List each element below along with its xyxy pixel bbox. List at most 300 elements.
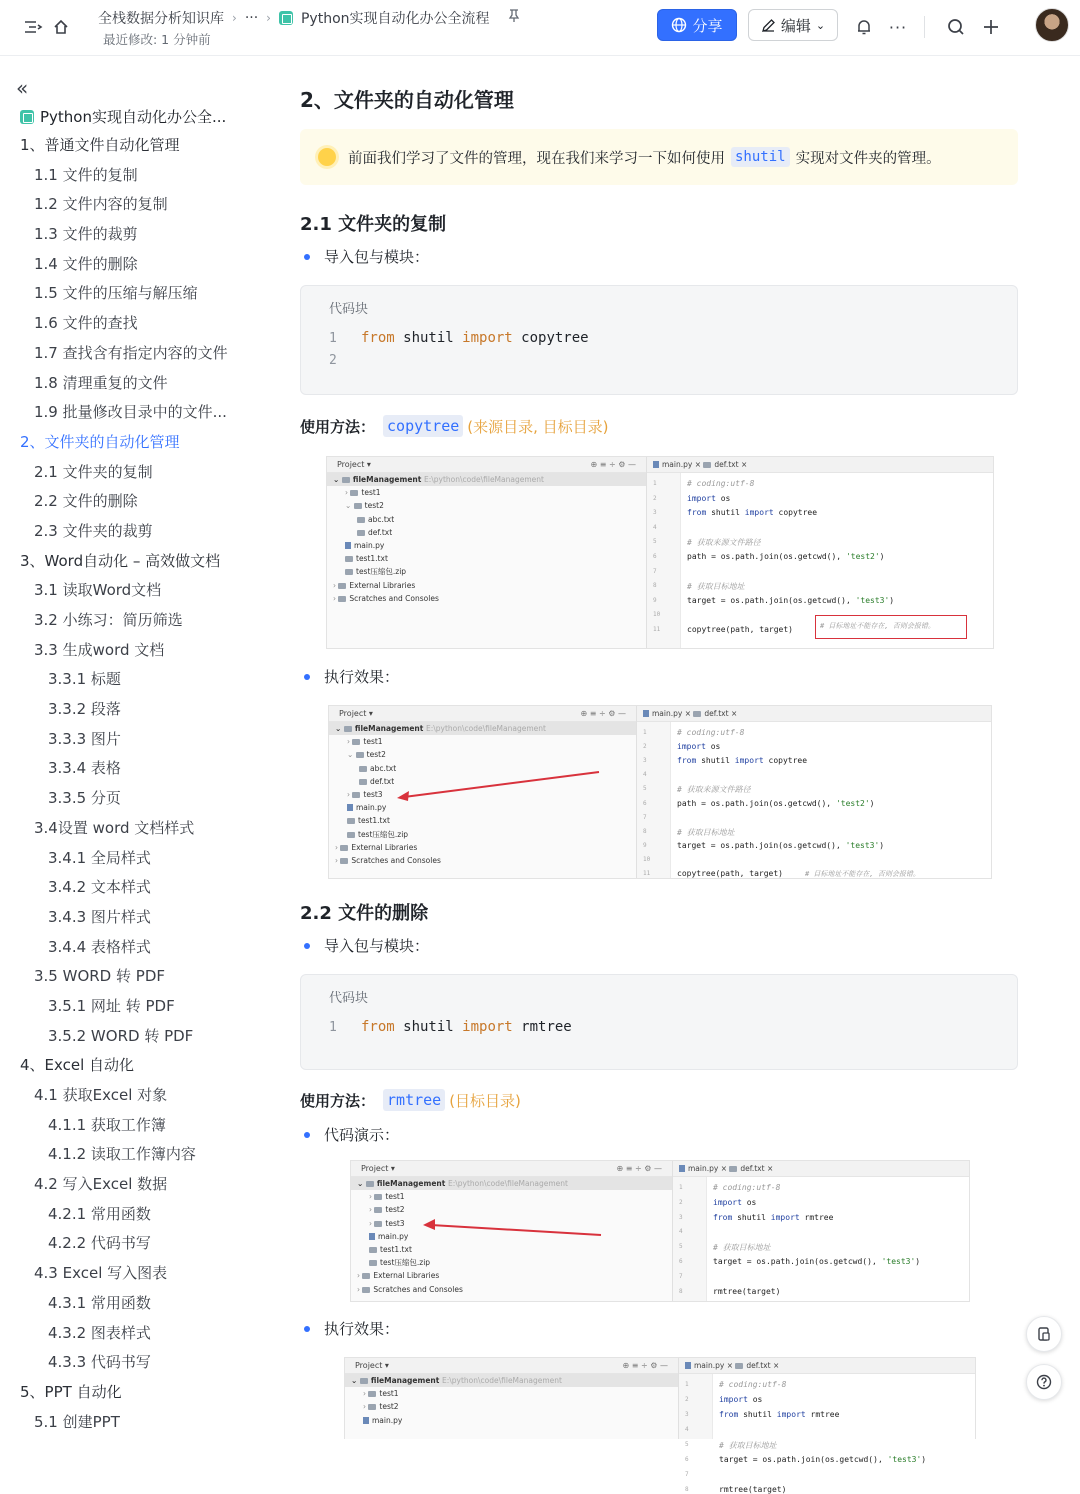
bullet-item (300, 1124, 399, 1145)
tree-chevron-icon: › (363, 1402, 369, 1412)
code-line: # 获取目标地址 (677, 827, 735, 837)
tree-item-label: def.txt (368, 527, 393, 537)
gutter-line-number: 7 (679, 1272, 683, 1280)
tree-root: ⌄ fileManagement E:\python\code\fileManagement (327, 473, 646, 486)
file-icon (357, 517, 365, 523)
ide-screenshot-copytree-code (326, 456, 994, 649)
share-label: 分享 (692, 16, 723, 35)
tab-def-txt: def.txt (740, 1164, 765, 1173)
sidebar-item[interactable]: 2.2 文件的删除 (34, 492, 138, 511)
tree-item-label: test1.txt (358, 816, 390, 826)
file-icon (357, 530, 365, 536)
tree-item-label: test1.txt (380, 1244, 412, 1254)
code-line: from shutil import rmtree (713, 1212, 834, 1222)
sidebar-item[interactable]: 4.2 写入Excel 数据 (34, 1175, 168, 1194)
bullet-text: 执行效果： (324, 668, 400, 686)
tree-item-label: test1 (385, 1192, 405, 1202)
subheading-2-2: 2.2 文件的删除 (300, 903, 429, 924)
code-line (329, 352, 361, 368)
line-number: 1 (329, 331, 337, 346)
sidebar-item[interactable]: 1.6 文件的查找 (34, 314, 138, 333)
usage-label: 使用方法： (300, 417, 376, 436)
line-number: 1 (329, 1020, 337, 1035)
usage-line (300, 1089, 521, 1111)
code-line: rmtree(target) (719, 1485, 787, 1494)
code-keyword: from (361, 330, 395, 346)
tab-def-txt: def.txt (704, 709, 729, 718)
tree-item-label: abc.txt (368, 514, 395, 524)
tree-root-path: E:\python\code\fileManagement (441, 1376, 562, 1385)
sidebar-item[interactable]: 3.2 小练习：简历筛选 (34, 611, 183, 629)
sidebar-item[interactable]: 3.4.3 图片样式 (48, 907, 151, 926)
sidebar-root-item[interactable] (20, 106, 226, 127)
tree-chevron-icon: ⌄ (347, 750, 356, 760)
tab-main-py: main.py (662, 460, 693, 469)
code-line: # coding:utf-8 (687, 479, 755, 488)
sidebar-item[interactable]: 3.3.3 图片 (48, 729, 121, 748)
globe-icon (671, 17, 687, 33)
bullet-text: 执行效果： (324, 1320, 400, 1338)
folder-icon (342, 477, 350, 483)
gutter-line-number: 8 (643, 827, 647, 835)
sidebar-item[interactable]: 4.3.1 常用函数 (48, 1293, 151, 1312)
sidebar-item[interactable]: 3.4.2 文本样式 (48, 878, 151, 897)
sidebar-item[interactable]: 3.4设置 word 文档样式 (34, 818, 195, 837)
tree-chevron-icon: › (369, 1205, 375, 1215)
pin-icon[interactable] (508, 9, 520, 27)
tree-item-label: main.py (356, 803, 387, 813)
tree-item-label: test2 (385, 1205, 405, 1215)
code-block-label: 代码块 (329, 991, 369, 1006)
tree-item (345, 1414, 678, 1427)
tree-item (327, 552, 646, 565)
code-line: path = os.path.join(os.getcwd(), 'test2') (687, 552, 885, 561)
code-line: # 获取来源文件路径 (677, 785, 751, 795)
gutter-line-number: 3 (679, 1213, 683, 1221)
tree-chevron-icon: › (333, 593, 339, 603)
python-file-icon (679, 1165, 685, 1172)
code-line: import os (677, 742, 721, 752)
gutter-line-number: 6 (679, 1258, 683, 1265)
project-panel-header: Project ▾ ⊕ ≡ ÷ ⚙ — (345, 1358, 678, 1374)
outline-toggle-icon[interactable] (20, 14, 46, 40)
collapse-sidebar-icon[interactable]: « (16, 76, 29, 100)
sidebar-item[interactable]: 1.3 文件的裁剪 (34, 225, 138, 244)
tree-item (327, 499, 646, 512)
sidebar-item[interactable]: 1.9 批量修改目录中的文件... (34, 403, 227, 422)
gutter-line-number: 4 (643, 771, 647, 779)
chevron-right-icon: › (232, 11, 237, 25)
subheading-2-1: 2.1 文件夹的复制 (300, 214, 447, 235)
folder-icon (360, 1378, 368, 1384)
code-line: copytree(path, target) (677, 869, 783, 878)
file-icon (345, 556, 353, 562)
tree-item-label: test压缩包.zip (358, 829, 409, 839)
copy-doc-button[interactable] (1026, 1316, 1062, 1352)
sidebar-item[interactable]: 1.7 查找含有指定内容的文件 (34, 343, 228, 362)
bullet-dot (304, 674, 310, 680)
avatar[interactable] (1035, 8, 1069, 42)
sidebar-item[interactable]: 4.1.2 读取工作簿内容 (48, 1145, 196, 1164)
gutter-line-number: 11 (643, 870, 651, 877)
tree-chevron-icon: › (335, 855, 341, 865)
text-file-icon (703, 462, 711, 468)
tree-root: ⌄ fileManagement E:\python\code\fileManagement (329, 722, 636, 735)
project-panel-header: Project ▾ ⊕ ≡ ÷ ⚙ — (351, 1161, 672, 1177)
tree-chevron-icon: › (369, 1192, 375, 1202)
tree-item-label: test1 (363, 737, 383, 747)
bullet-item (300, 935, 429, 956)
home-icon[interactable] (48, 14, 74, 40)
sidebar-item[interactable]: 2.1 文件夹的复制 (34, 462, 153, 481)
last-modified: 最近修改: 1 分钟前 (103, 32, 211, 47)
panel-tools-icon: ⊕ ≡ ÷ ⚙ — (590, 460, 636, 469)
gutter-line-number: 2 (679, 1198, 683, 1206)
bullet-dot (304, 254, 310, 260)
bullet-item (300, 1318, 399, 1339)
gutter-line-number: 6 (685, 1456, 689, 1463)
share-button[interactable] (657, 9, 737, 41)
bell-icon[interactable] (851, 14, 877, 40)
project-panel (329, 706, 637, 878)
tree-item (327, 539, 646, 552)
code-line: target = os.path.join(os.getcwd(), 'test3') (677, 840, 885, 850)
bullet-item (300, 246, 429, 267)
sidebar-item[interactable]: 3.3 生成word 文档 (34, 640, 165, 659)
python-file-icon (643, 710, 649, 717)
code-line: copytree(path, target) (687, 625, 793, 634)
gutter-line-number: 6 (653, 553, 657, 560)
project-panel-header: Project ▾ ⊕ ≡ ÷ ⚙ — (327, 457, 646, 473)
tab-def-txt: def.txt (746, 1361, 771, 1370)
gutter-line-number: 3 (685, 1411, 689, 1418)
tree-item-label: abc.txt (370, 763, 397, 773)
sidebar-item[interactable]: 3.1 读取Word文档 (34, 581, 162, 600)
project-panel-header: Project ▾ ⊕ ≡ ÷ ⚙ — (329, 706, 636, 722)
tree-item (327, 526, 646, 539)
gutter-line-number: 10 (653, 611, 661, 619)
python-file-icon (685, 1362, 691, 1369)
inline-code: shutil (731, 147, 790, 167)
breadcrumb (98, 8, 520, 28)
gutter-line-number: 8 (653, 582, 657, 590)
code-line: path = os.path.join(os.getcwd(), 'test2') (677, 798, 875, 808)
breadcrumb-current[interactable]: Python实现自动化办公全流程 (300, 11, 490, 27)
sidebar-item[interactable]: 4.3.2 图表样式 (48, 1323, 151, 1342)
chevron-right-icon: › (266, 11, 271, 25)
code-line: # 获取目标地址 (719, 1441, 777, 1450)
tree-item (327, 513, 646, 526)
bullet-item (300, 666, 399, 687)
tree-root-label: fileManagement (370, 1376, 440, 1385)
tree-item (345, 1387, 678, 1400)
folder-icon (354, 503, 362, 509)
code-line: from shutil import rmtree (719, 1410, 840, 1419)
tree-chevron-icon: › (345, 488, 351, 498)
gutter-line-number: 4 (685, 1426, 689, 1433)
bullet-dot (304, 1326, 310, 1332)
tree-item-label: test1.txt (356, 554, 388, 564)
gutter-line-number: 8 (679, 1287, 683, 1295)
help-button[interactable] (1026, 1364, 1062, 1400)
gutter-line-number: 4 (653, 523, 657, 531)
tree-item-label: test2 (379, 1402, 399, 1412)
sidebar-item[interactable]: 3.4.1 全局样式 (48, 848, 151, 867)
usage-line (300, 415, 609, 437)
edit-button[interactable] (748, 9, 838, 41)
editor-tabs: main.py × def.txt × (647, 457, 993, 473)
lightbulb-icon (318, 148, 336, 166)
sidebar-outline (0, 56, 250, 1439)
bullet-text: 导入包与模块： (324, 937, 430, 955)
sidebar-item[interactable]: 3.5.1 网址 转 PDF (48, 996, 175, 1015)
sidebar-item[interactable]: 4.2.2 代码书写 (48, 1234, 151, 1253)
ide-screenshot-copytree-result (328, 705, 992, 879)
gutter-line-number: 5 (653, 538, 657, 546)
tree-root-label: fileManagement (354, 724, 424, 733)
sidebar-item[interactable]: 3.3.1 标题 (48, 670, 121, 689)
code-line: import os (687, 493, 731, 503)
code-line: target = os.path.join(os.getcwd(), 'test3') (719, 1455, 927, 1464)
tree-item-label: Scratches and Consoles (349, 593, 439, 603)
project-label: Project (355, 1361, 383, 1370)
tree-item-label: main.py (372, 1415, 403, 1425)
outline-list (0, 131, 250, 1437)
tree-chevron-icon: › (333, 580, 339, 590)
tree-chevron-icon: › (347, 789, 353, 799)
sidebar-item[interactable]: 2.3 文件夹的裁剪 (34, 521, 153, 540)
tree-item (327, 592, 646, 605)
usage-function: rmtree (383, 1089, 445, 1111)
folder-icon (350, 490, 358, 496)
gutter-line-number: 2 (653, 494, 657, 502)
gutter-line-number: 2 (643, 743, 647, 751)
sidebar-item[interactable]: 3.5.2 WORD 转 PDF (48, 1026, 194, 1045)
bullet-dot (304, 1132, 310, 1138)
tree-root-path: E:\python\code\fileManagement (425, 724, 546, 733)
gutter-line-number: 10 (643, 855, 651, 863)
sidebar-item[interactable]: 4.3.3 代码书写 (48, 1353, 151, 1372)
sidebar-item[interactable]: 1.1 文件的复制 (34, 165, 138, 184)
gutter-line-number: 5 (679, 1243, 683, 1251)
folder-icon (368, 1391, 376, 1397)
usage-function: copytree (383, 415, 463, 437)
bullet-text: 导入包与模块： (324, 248, 430, 266)
code-token: rmtree (512, 1019, 572, 1035)
sidebar-item[interactable]: 3.3.5 分页 (48, 789, 121, 808)
tree-item-label: test压缩包.zip (380, 1258, 431, 1268)
red-arrow (351, 1161, 673, 1303)
tree-item-label: test1 (379, 1389, 399, 1399)
usage-label: 使用方法： (300, 1091, 376, 1110)
text-file-icon (729, 1166, 737, 1172)
more-icon[interactable]: ··· (888, 17, 908, 37)
python-file-icon (653, 461, 659, 468)
code-line (329, 330, 589, 346)
tree-item-label: test2 (364, 501, 384, 511)
tree-root: ⌄ fileManagement E:\python\code\fileManagement (351, 1177, 672, 1190)
tree-item (327, 579, 646, 592)
plus-icon[interactable] (978, 14, 1004, 40)
sidebar-item[interactable]: 5.1 创建PPT (34, 1412, 120, 1431)
folder-icon (338, 583, 346, 589)
tree-root-path: E:\python\code\fileManagement (423, 475, 544, 484)
tree-item-label: main.py (354, 540, 385, 550)
tree-chevron-icon: › (347, 737, 353, 747)
sidebar-item[interactable]: 1.8 清理重复的文件 (34, 373, 168, 392)
project-label: Project (361, 1164, 389, 1173)
divider (924, 16, 925, 38)
tree-item-label: test1 (361, 488, 381, 498)
project-tree (327, 486, 646, 605)
usage-args: (目标目录) (449, 1091, 521, 1110)
code-token: shutil (394, 330, 463, 346)
tree-item-label: External Libraries (373, 1271, 440, 1281)
project-panel (327, 457, 647, 648)
panel-tools-icon: ⊕ ≡ ÷ ⚙ — (616, 1164, 662, 1173)
gutter-line-number: 7 (685, 1471, 689, 1478)
code-line: # 获取目标地址 (713, 1243, 771, 1253)
editor-tabs: main.py × def.txt × (673, 1161, 969, 1177)
tree-chevron-icon: › (335, 842, 341, 852)
gutter-line-number: 7 (643, 813, 647, 821)
tree-root: ⌄ fileManagement E:\python\code\fileManagement (345, 1374, 678, 1387)
ide-screenshot-rmtree-result (344, 1357, 976, 1494)
editor-tabs: main.py × def.txt × (679, 1358, 975, 1374)
sidebar-item[interactable]: 2、文件夹的自动化管理 (20, 432, 180, 451)
gutter-line-number: 1 (679, 1184, 683, 1191)
sidebar-item[interactable]: 1.2 文件内容的复制 (34, 195, 168, 214)
breadcrumb-root[interactable]: 全栈数据分析知识库 (98, 11, 224, 27)
pencil-icon (761, 18, 776, 33)
tree-root-label: fileManagement (352, 475, 422, 484)
tree-item (327, 486, 646, 499)
tree-chevron-icon: › (357, 1271, 363, 1281)
gutter-line-number: 7 (653, 567, 657, 575)
editor-tabs: main.py × def.txt × (637, 706, 991, 722)
sidebar-item[interactable]: 1.4 文件的删除 (34, 254, 138, 273)
sidebar-item[interactable]: 1、普通文件自动化管理 (20, 136, 180, 154)
code-line: target = os.path.join(os.getcwd(), 'test3') (713, 1257, 921, 1266)
text-file-icon (735, 1363, 743, 1369)
code-block[interactable] (300, 974, 1018, 1070)
gutter-line-number: 6 (643, 799, 647, 807)
tree-item-label: Scratches and Consoles (351, 855, 441, 865)
bullet-dot (304, 943, 310, 949)
top-bar (0, 0, 1080, 56)
sidebar-item[interactable]: 4.1.1 获取工作簿 (48, 1115, 166, 1134)
gutter-line-number: 11 (653, 626, 661, 633)
ide-screenshot-rmtree-code (350, 1160, 970, 1302)
chevron-down-icon: ⌄ (815, 18, 826, 32)
tree-item-label: test压缩包.zip (356, 567, 407, 577)
panel-tools-icon: ⊕ ≡ ÷ ⚙ — (580, 709, 626, 718)
document-copy-icon (1036, 1326, 1052, 1342)
gutter-line-number: 2 (685, 1396, 689, 1403)
tab-main-py: main.py (688, 1164, 719, 1173)
code-editor (679, 1358, 975, 1494)
sidebar-item[interactable]: 3.4.4 表格样式 (48, 937, 151, 956)
gutter-line-number: 5 (685, 1441, 689, 1448)
panel-tools-icon: ⊕ ≡ ÷ ⚙ — (622, 1361, 668, 1370)
code-line: import os (719, 1395, 763, 1404)
edit-label: 编辑 (780, 16, 811, 35)
sidebar-item[interactable]: 4.2.1 常用函数 (48, 1204, 151, 1223)
sidebar-item[interactable]: 1.5 文件的压缩与解压缩 (34, 284, 198, 303)
tree-item (327, 565, 646, 578)
code-editor (637, 706, 991, 878)
document-icon (20, 110, 34, 124)
callout-text: 前面我们学习了文件的管理，现在我们来学习一下如何使用 (348, 150, 725, 167)
search-icon[interactable] (943, 14, 969, 40)
callout (300, 129, 1018, 185)
code-editor (673, 1161, 969, 1301)
red-arrow (329, 706, 637, 880)
code-note: # 目标地址不能存在, 否则会报错。 (820, 622, 935, 630)
code-token: copytree (512, 330, 589, 346)
tree-item-label: External Libraries (349, 580, 416, 590)
tab-def-txt: def.txt (714, 460, 739, 469)
code-token: shutil (394, 1019, 463, 1035)
gutter-line-number: 1 (653, 480, 657, 487)
sidebar-item[interactable]: 5、PPT 自动化 (20, 1382, 122, 1401)
document-icon (279, 11, 293, 25)
code-editor (647, 457, 993, 648)
sidebar-item[interactable]: 3.3.4 表格 (48, 759, 121, 778)
sidebar-item[interactable]: 3.5 WORD 转 PDF (34, 967, 165, 986)
gutter-line-number: 5 (643, 785, 647, 793)
project-tree (345, 1387, 678, 1427)
text-file-icon (693, 711, 701, 717)
code-line: # coding:utf-8 (677, 728, 745, 737)
tree-item-label: Scratches and Consoles (373, 1284, 463, 1294)
sidebar-item[interactable]: 4.3 Excel 写入图表 (34, 1264, 168, 1283)
code-keyword: import (462, 1019, 513, 1035)
tree-item-label: test2 (366, 750, 386, 760)
code-line: # coding:utf-8 (719, 1380, 787, 1389)
code-line: rmtree(target) (713, 1286, 781, 1296)
gutter-line-number: 3 (643, 757, 647, 765)
tree-item-label: test3 (385, 1218, 405, 1228)
python-file-icon (363, 1417, 369, 1424)
sidebar-item[interactable]: 4.1 获取Excel 对象 (34, 1086, 168, 1104)
tree-item-label: test3 (363, 789, 383, 799)
code-line (329, 1019, 572, 1035)
project-panel (345, 1358, 679, 1439)
sidebar-item[interactable]: 3、Word自动化 – 高效做文档 (20, 551, 221, 570)
code-block[interactable] (300, 285, 1018, 395)
code-line: from shutil import copytree (687, 508, 818, 518)
code-note: # 目标地址不能存在, 否则会报错。 (805, 870, 920, 878)
gutter-line-number: 8 (685, 1486, 689, 1493)
sidebar-item[interactable]: 4、Excel 自动化 (20, 1056, 135, 1075)
python-file-icon (345, 542, 351, 549)
code-line: import os (713, 1197, 757, 1207)
sidebar-item[interactable]: 3.3.2 段落 (48, 700, 121, 719)
code-keyword: from (361, 1019, 395, 1035)
gutter-line-number: 3 (653, 509, 657, 517)
file-icon (345, 569, 353, 575)
help-icon (1036, 1374, 1052, 1390)
breadcrumb-more[interactable]: ··· (244, 10, 259, 26)
tree-chevron-icon: › (363, 1389, 369, 1399)
section-heading: 2、文件夹的自动化管理 (300, 88, 514, 112)
line-number: 2 (329, 353, 337, 368)
gutter-line-number: 9 (653, 596, 657, 604)
tree-root-path: E:\python\code\fileManagement (447, 1179, 568, 1188)
tree-root-label: fileManagement (376, 1179, 446, 1188)
code-block-label: 代码块 (329, 302, 369, 317)
